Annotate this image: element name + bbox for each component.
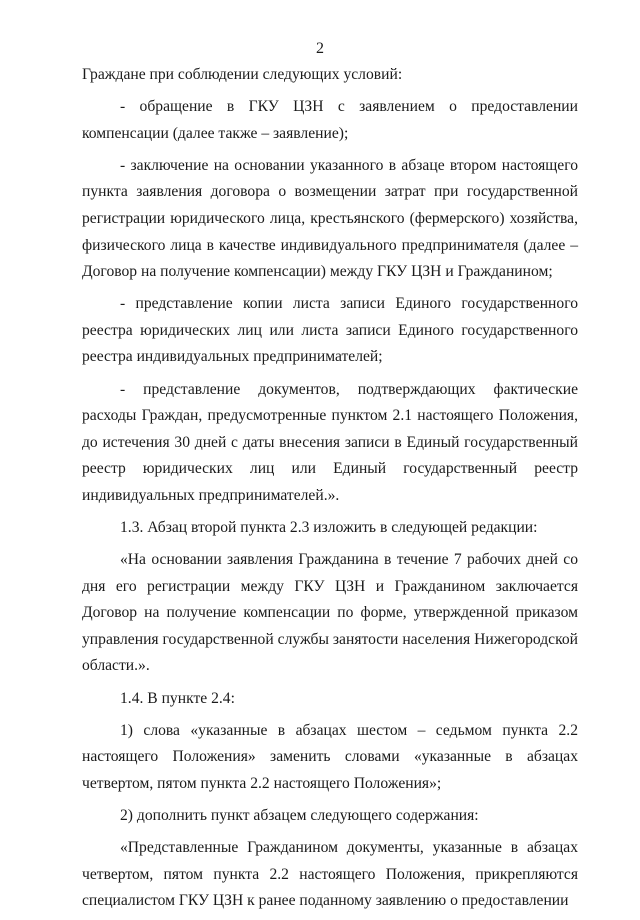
paragraph-item-1-3: 1.3. Абзац второй пункта 2.3 изложить в следующей редакции:	[120, 519, 538, 536]
page-number: 2	[316, 40, 324, 57]
paragraph-item-1-3-text: «На основании заявления Гражданина в течение 7 рабочих дней со дня его регистрации между ГКУ ЦЗН и Гражданином заключается Договор на получение компенсации по форме, утвержденной приказом управления государственной службы занятости населения Нижегородской области.».	[82, 551, 578, 675]
paragraph-item-1-4: 1.4. В пункте 2.4:	[120, 689, 235, 707]
document-body	[82, 62, 578, 920]
paragraph-condition-application: - обращение в ГКУ ЦЗН с заявлением о предоставлении компенсации (далее также – заявление);	[82, 98, 578, 142]
paragraph-conditions-intro: Граждане при соблюдении следующих условий:	[82, 66, 403, 83]
paragraph-condition-registry-copy: - представление копии листа записи Единого государственного реестра юридических лиц или листа записи Единого государственного реестра индивидуальных предпринимателей;	[82, 295, 578, 366]
paragraph-item-1-4-sub-1: 1) слова «указанные в абзацах шестом – седьмом пункта 2.2 настоящего Положения» заменить словами «указанные в абзацах четвертом, пятом пункта 2.2 настоящего Положения»;	[82, 721, 578, 792]
paragraph-item-1-4-new-text: «Представленные Гражданином документы, указанные в абзацах четвертом, пятом пункта 2.2 настоящего Положения, прикрепляются специалистом ГКУ ЦЗН к ранее поданному заявлению о предоставлении	[82, 839, 578, 910]
paragraph-condition-expense-docs: - представление документов, подтверждающих фактические расходы Граждан, предусмотренные пунктом 2.1 настоящего Положения, до истечения 30 дней с даты внесения записи в Единый государственный реестр юридических лиц или Единый государственный реестр индивидуальных предпринимателей.».	[82, 380, 578, 504]
paragraph-item-1-4-sub-2: 2) дополнить пункт абзацем следующего содержания:	[120, 806, 479, 824]
paragraph-condition-contract: - заключение на основании указанного в абзаце втором настоящего пункта заявления договора о возмещении затрат при государственной регистрации юридического лица, крестьянского (фермерского) хозяйства, физического лица в качестве индивидуального предпринимателя (далее – Договор на получение компенсации) между ГКУ ЦЗН и Гражданином;	[82, 156, 578, 281]
